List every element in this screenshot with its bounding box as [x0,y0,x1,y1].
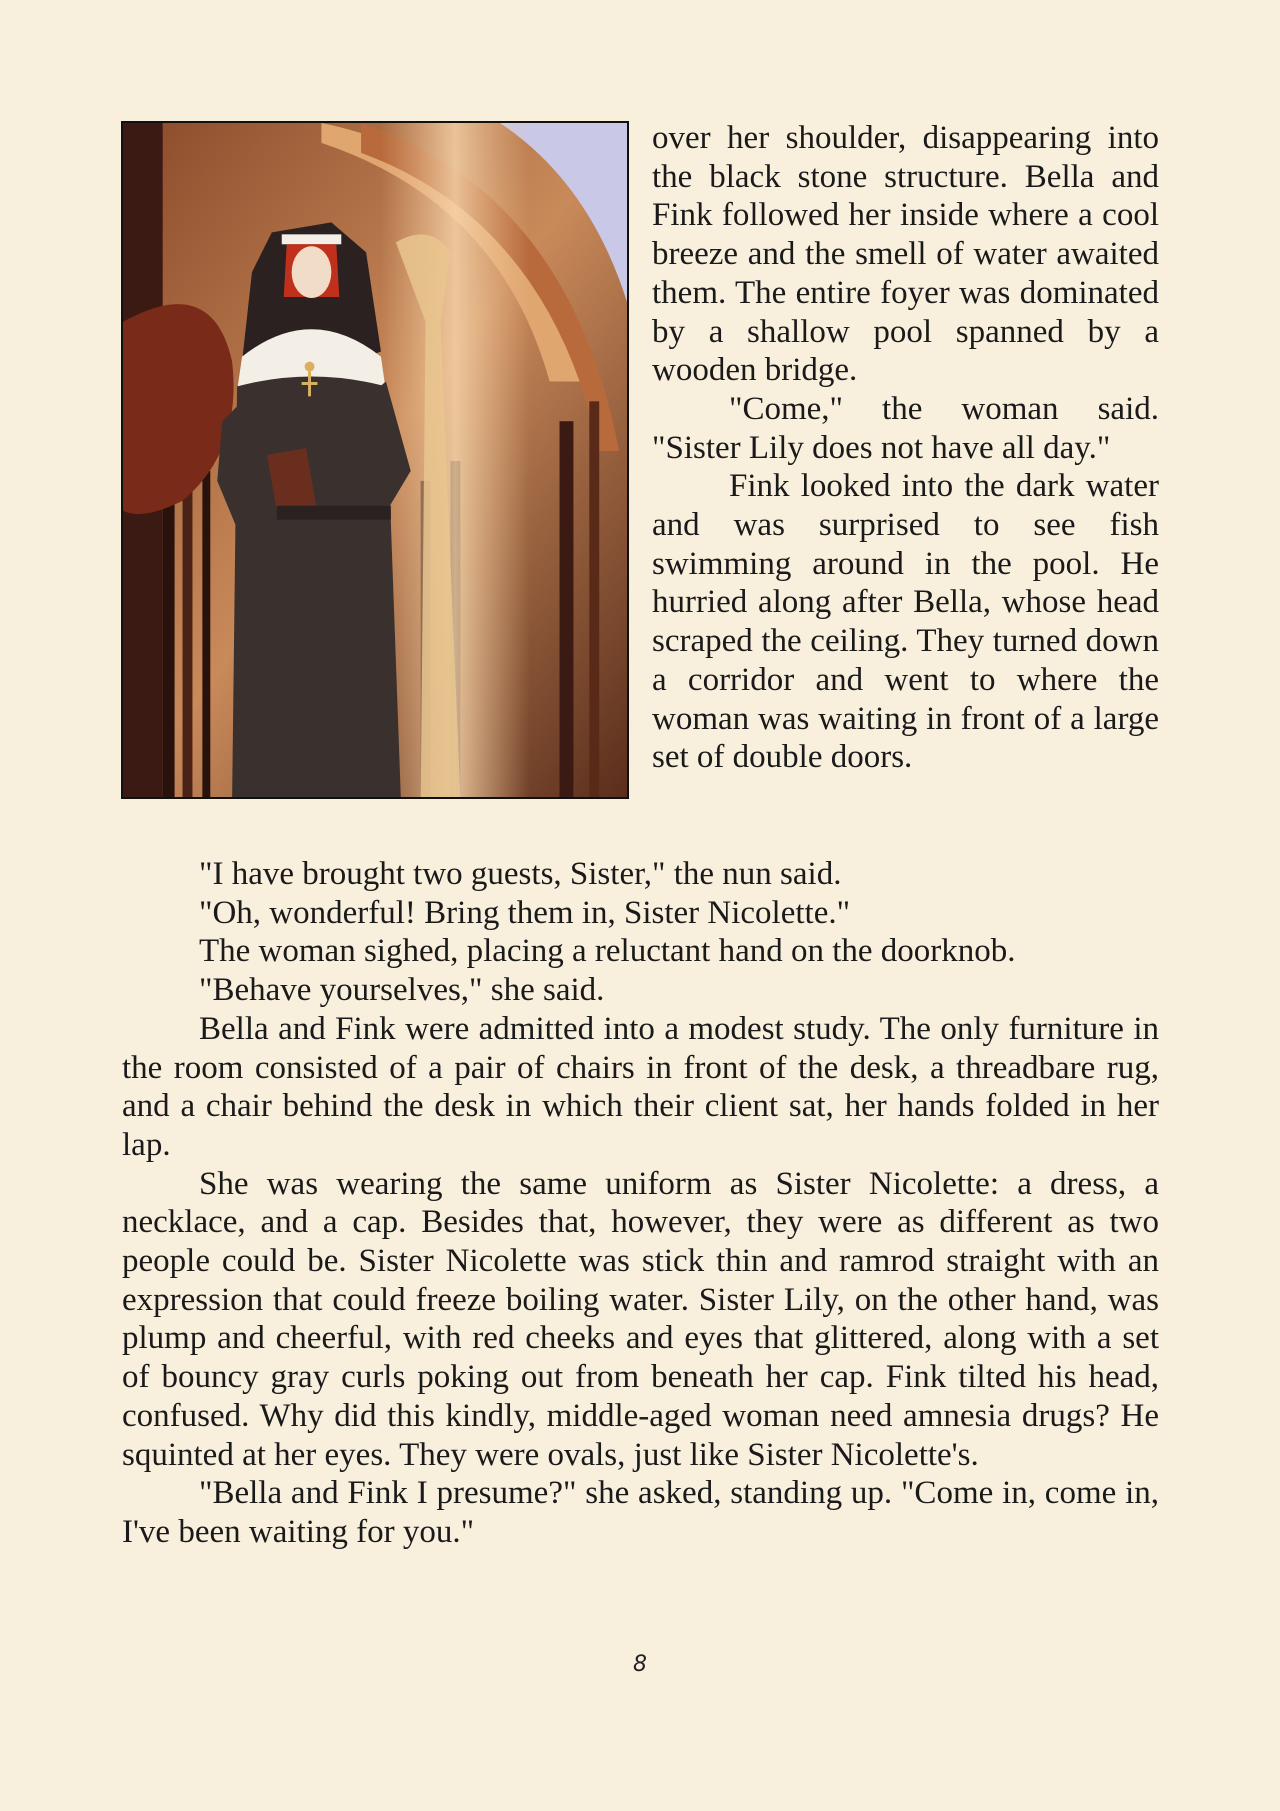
page-number: 8 [633,1652,647,1677]
side-paragraph-2: "Come," the woman said. "Sister Lily does not have all day." [652,390,1159,466]
side-paragraph-1: over her shoulder, disappearing into the black stone structure. Bella and Fink followed her inside where a cool breeze and the smell of water awaited them. The entire foyer was dominated by a shallow pool spanned by a wooden bridge. [652,120,1159,389]
body-paragraph-2: She was wearing the same uniform as Sister Nicolette: a dress, a necklace, and a cap. Besides that, however, they were as different as two people could be. Sister Nicolette was stick thin and ramrod straight with an expression that could freeze boiling water. Sister Lily, on the other hand, was plump and cheerful, with red cheeks and eyes that glittered, along with a set of bouncy gray curls poking out from beneath her cap. Fink tilted his head, confused. Why did this kindly, middle-aged woman need amnesia drugs? He squinted at her eyes. They were ovals, just like Sister Nicolette's. [122,1165,1159,1473]
nun-illustration [121,121,629,799]
dialogue-line-4: "Behave yourselves," she said. [199,972,605,1009]
dialogue-line-1: "I have brought two guests, Sister," the nun said. [199,856,842,892]
body-paragraph-1: Bella and Fink were admitted into a modest study. The only furniture in the room consisted of a pair of chairs in front of the desk, a threadbare rug, and a chair behind the desk in which their client sat, her hands folded in her lap. [122,1010,1159,1163]
narration-line-3: The woman sighed, placing a reluctant hand on the doorknob. [199,933,1016,970]
dialogue-line-2: "Oh, wonderful! Bring them in, Sister Nicolette." [199,894,851,931]
body-text [122,855,1159,1552]
side-text-column [652,119,1159,777]
nun-illustration-art [123,123,627,797]
side-paragraph-3: Fink looked into the dark water and was surprised to see fish swimming around in the pool. He hurried along after Bella, whose head scraped the ceiling. They turned down a corridor and went to where the woman was waiting in front of a large set of double doors. [652,468,1159,776]
body-paragraph-3: "Bella and Fink I presume?" she asked, standing up. "Come in, come in, I've been waiting for you." [122,1475,1159,1550]
